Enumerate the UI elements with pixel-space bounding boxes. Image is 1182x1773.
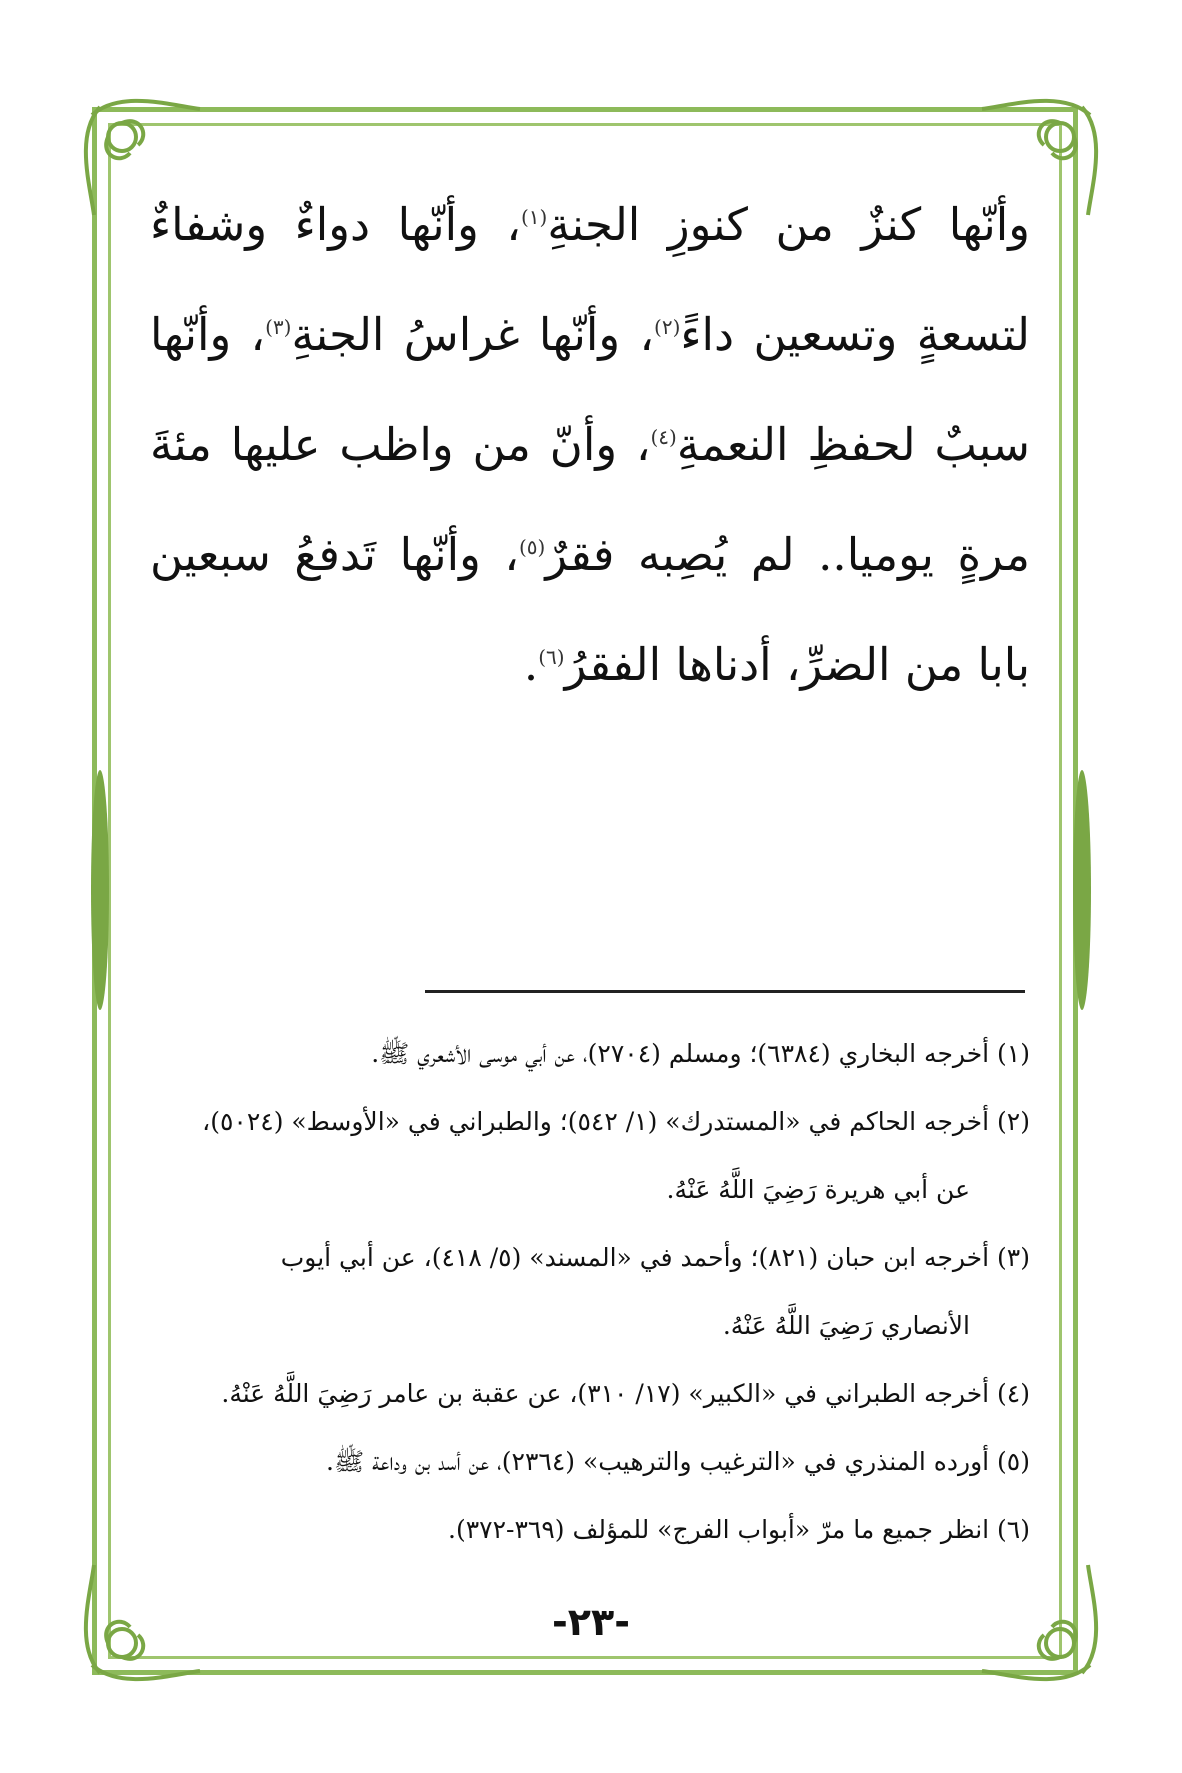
side-ornament-left — [88, 640, 112, 1140]
footnote-2: (٢) أخرجه الحاكم في «المستدرك» (١/ ٥٤٢)؛ والطبراني في «الأوسط» (٥٠٢٤)، — [202, 1107, 1030, 1136]
footnote-6: (٦) انظر جميع ما مرّ «أبواب الفرج» للمؤلف (٣٦٩-٣٧٢). — [448, 1515, 1030, 1544]
footnote-2-continuation: عن أبي هريرة رَضِيَ اللَّهُ عَنْهُ. — [666, 1175, 970, 1204]
main-text-segment: ، وأنّها غراسُ الجنةِ — [291, 308, 655, 361]
side-ornament-right — [1070, 640, 1094, 1140]
page-number: -٢٣- — [552, 1600, 630, 1644]
footnote-ref-6[interactable]: (٦) — [538, 645, 565, 669]
main-text-segment: . — [523, 638, 539, 691]
footnote-4: (٤) أخرجه الطبراني في «الكبير» (١٧/ ٣١٠)، عن عقبة بن عامر رَضِيَ اللَّهُ عَنْهُ. — [221, 1379, 1030, 1408]
footnotes-block — [150, 1020, 1030, 1564]
footnote-ref-1[interactable]: (١) — [520, 205, 548, 229]
main-text-segment: وأنّها كنزٌ من كنوزِ الجنةِ — [547, 198, 1030, 251]
footnote-5: (٥) أورده المنذري في «الترغيب والترهيب» (٢٣٦٤)، عن أسد بن وداعة ﷺ. — [326, 1447, 1030, 1476]
main-text-segment: ، وأنّ من واظب عليها مئةَ مرةٍ يوميا.. لم يُصِبه فقرٌ — [150, 418, 1030, 581]
main-text-segment: ، وأنّها سببٌ لحفظِ النعمةِ — [150, 308, 1030, 471]
main-paragraph — [150, 170, 1030, 720]
main-text-segment: ، وأنّها تَدفعُ سبعين بابا من الضرِّ، أدناها الفقرُ — [150, 528, 1030, 691]
footnote-ref-5[interactable]: (٥) — [518, 535, 546, 559]
footnote-separator — [425, 990, 1025, 993]
footnote-3: (٣) أخرجه ابن حبان (٨٢١)؛ وأحمد في «المسند» (٥/ ٤١٨)، عن أبي أيوب — [280, 1243, 1030, 1272]
main-text-block — [150, 170, 1030, 720]
main-text-segment: ، وأنّها دواءٌ وشفاءٌ لتسعةٍ وتسعين داءً — [150, 198, 1030, 361]
footnote-ref-4[interactable]: (٤) — [650, 425, 677, 449]
footnote-ref-3[interactable]: (٣) — [265, 315, 292, 339]
footnote-ref-2[interactable]: (٢) — [654, 315, 681, 339]
footnote-3-continuation: الأنصاري رَضِيَ اللَّهُ عَنْهُ. — [722, 1311, 970, 1340]
footnote-1: (١) أخرجه البخاري (٦٣٨٤)؛ ومسلم (٢٧٠٤)، عن أبي موسى الأشعري ﷺ. — [371, 1039, 1030, 1068]
